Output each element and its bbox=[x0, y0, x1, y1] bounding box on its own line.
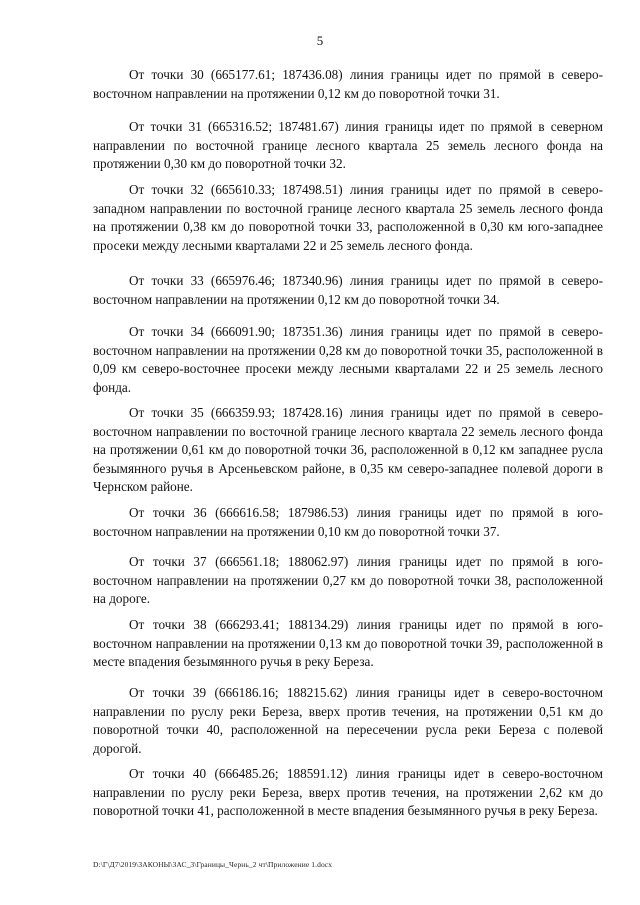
paragraph-point-36: От точки 36 (666616.58; 187986.53) линия границы идет по прямой в юго-восточном направлении на протяжении 0,10 км до поворотной точки 37. bbox=[93, 505, 603, 539]
page-number: 5 bbox=[316, 33, 324, 48]
paragraph-point-30: От точки 30 (665177.61; 187436.08) линия границы идет по прямой в северо-восточном направлении на протяжении 0,12 км до поворотной точки 31. bbox=[93, 67, 603, 101]
paragraph-point-38: От точки 38 (666293.41; 188134.29) линия границы идет по прямой в юго-восточном направлении на протяжении 0,13 км до поворотной точки 39, расположенной в месте впадения безымянного ручья в реку Береза. bbox=[93, 617, 603, 670]
paragraph-point-35: От точки 35 (666359.93; 187428.16) линия границы идет по прямой в северо-восточном направлении по восточной границе лесного квартала 22 земель лесного фонда на протяжении 0,61 км до поворотной точки 36, расположенной в 0,12 км западнее русла безымянного ручья в Арсеньевском районе, в 0,35 км северо-западнее полевой дороги в Чернском районе. bbox=[93, 405, 603, 495]
paragraph-point-39: От точки 39 (666186.16; 188215.62) линия границы идет в северо-восточном направлении по руслу реки Береза, вверх против течения, на протяжении 0,51 км до поворотной точки 40, расположенной на пересечении русла реки Береза с полевой дорогой. bbox=[93, 685, 603, 756]
paragraph-point-31: От точки 31 (665316.52; 187481.67) линия границы идет по прямой в северном направлении по восточной границе лесного квартала 25 земель лесного фонда на протяжении 0,30 км до поворотной точки 32. bbox=[93, 119, 603, 172]
paragraph-point-33: От точки 33 (665976.46; 187340.96) линия границы идет по прямой в северо-восточном направлении на протяжении 0,12 км до поворотной точки 34. bbox=[93, 273, 603, 307]
paragraph-point-34: От точки 34 (666091.90; 187351.36) линия границы идет по прямой в северо-восточном направлении на протяжении 0,28 км до поворотной точки 35, расположенной в 0,09 км северо-восточнее просеки между лесными кварталами 22 и 25 земель лесного фонда. bbox=[93, 324, 603, 395]
file-path-footer: D:\Г\Д7\2019\ЗАКОНЫ\ЗАС_3\Границы_Чернь_2 чт\Приложение 1.docx bbox=[93, 860, 333, 869]
paragraph-point-40: От точки 40 (666485.26; 188591.12) линия границы идет в северо-восточном направлении по руслу реки Береза, вверх против течения, на протяжении 2,62 км до поворотной точки 41, расположенной в месте впадения безымянного ручья в реку Береза. bbox=[93, 766, 603, 819]
paragraph-point-37: От точки 37 (666561.18; 188062.97) линия границы идет по прямой в юго-восточном направлении на протяжении 0,27 км до поворотной точки 38, расположенной на дороге. bbox=[93, 554, 603, 607]
paragraph-point-32: От точки 32 (665610.33; 187498.51) линия границы идет по прямой в северо-западном направлении по восточной границе лесного квартала 25 земель лесного фонда на протяжении 0,38 км до поворотной точки 33, расположенной в 0,30 км юго-западнее просеки между лесными кварталами 22 и 25 земель лесного фонда. bbox=[93, 182, 603, 253]
